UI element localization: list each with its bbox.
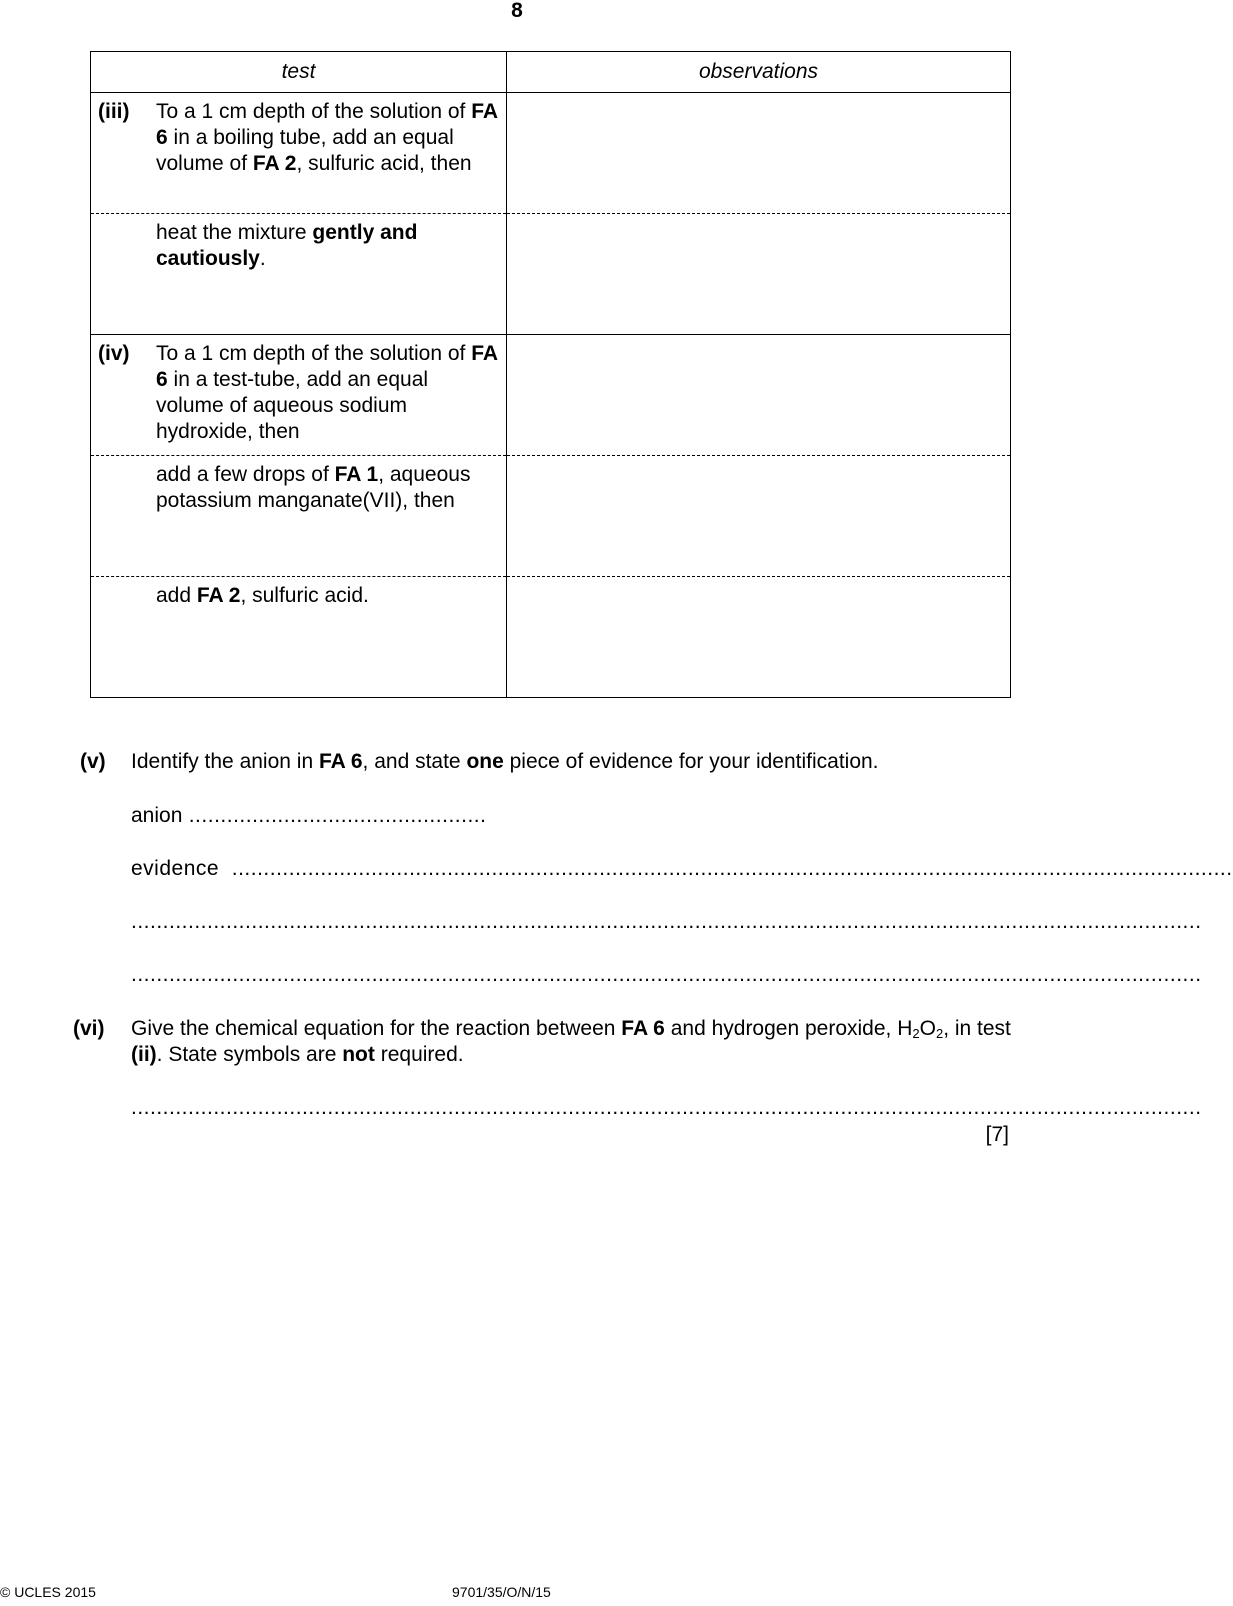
question-vi-text: Give the chemical equation for the reaction between FA 6 and hydrogen peroxide, $H_2O_2$, in test (ii). State symbols are not required. xyxy=(131,1017,1011,1066)
question-vi-label: (vi) xyxy=(73,1017,105,1040)
table-row xyxy=(91,456,507,577)
anion-answer-line[interactable] xyxy=(131,803,491,829)
row-label: (iii) xyxy=(98,100,130,123)
table-header-test: test xyxy=(91,52,507,93)
observation-cell[interactable] xyxy=(507,577,1011,698)
test-instruction: heat the mixture gently and cautiously. xyxy=(156,221,418,270)
question-v-text: Identify the anion in FA 6, and state one piece of evidence for your identification. xyxy=(131,750,879,773)
footer-code: 9701/35/O/N/15 xyxy=(452,1584,551,1600)
observations-table xyxy=(90,51,1011,698)
answer-dots: ............................................... xyxy=(182,804,487,827)
evidence-answer-line[interactable]: ......................................................................................................................................................................... xyxy=(131,910,1202,933)
equation-answer-line[interactable]: ......................................................................................................................................................................... xyxy=(131,1096,1202,1119)
observation-cell[interactable] xyxy=(507,456,1011,577)
table-row xyxy=(91,335,507,456)
evidence-answer-line[interactable]: ......................................................................................................................................................................... xyxy=(131,963,1202,986)
observation-cell[interactable] xyxy=(507,335,1011,456)
marks: [7] xyxy=(985,1123,1009,1146)
test-instruction: add FA 2, sulfuric acid. xyxy=(156,584,369,607)
page-number: 8 xyxy=(511,0,523,22)
row-label: (iv) xyxy=(98,342,130,365)
evidence-answer-line[interactable]: evidence .............................................................................................................................................................. xyxy=(131,857,1233,880)
table-row xyxy=(91,577,507,698)
anion-label: anion xyxy=(131,804,183,827)
question-v-label: (v) xyxy=(80,750,106,773)
table-header-observations: observations xyxy=(507,52,1011,93)
table-row xyxy=(91,214,507,335)
test-instruction: add a few drops of FA 1, aqueous potassium manganate(VII), then xyxy=(156,463,471,512)
test-instruction: To a 1 cm depth of the solution of FA 6 in a boiling tube, add an equal volume of FA 2, sulfuric acid, then xyxy=(156,100,498,175)
footer-copyright: © UCLES 2015 xyxy=(0,1584,96,1600)
observation-cell[interactable] xyxy=(507,214,1011,335)
evidence-label: evidence xyxy=(131,857,220,880)
observation-cell[interactable] xyxy=(507,93,1011,214)
table-row xyxy=(91,93,507,214)
test-instruction: To a 1 cm depth of the solution of FA 6 in a test-tube, add an equal volume of aqueous sodium hydroxide, then xyxy=(156,342,498,443)
